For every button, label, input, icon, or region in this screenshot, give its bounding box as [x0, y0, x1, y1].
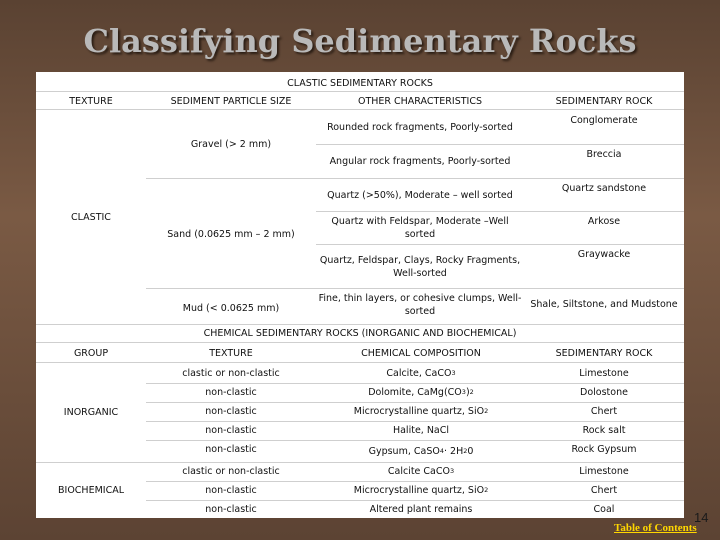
- texture-clastic: CLASTIC: [71, 211, 111, 223]
- char-row-5: Quartz, Feldspar, Clays, Rocky Fragments, Well-sorted: [319, 255, 521, 279]
- group-biochemical: BIOCHEMICAL: [58, 484, 124, 496]
- clastic-heading: CLASTIC SEDIMENTARY ROCKS: [287, 77, 433, 89]
- header-texture: TEXTURE: [69, 95, 113, 107]
- header-chem-rock: SEDIMENTARY ROCK: [555, 347, 653, 359]
- char-row-2: Angular rock fragments, Poorly-sorted: [329, 155, 511, 167]
- chem-comp-6: Calcite CaCO 3: [387, 465, 455, 477]
- chem-rock-8: Coal: [593, 503, 615, 515]
- chem-rock-6: Limestone: [579, 465, 629, 477]
- chem-texture-3: non-clastic: [205, 405, 257, 417]
- header-chem-texture: TEXTURE: [209, 347, 253, 359]
- rock-shale: Shale, Siltstone, and Mudstone: [530, 298, 678, 310]
- chem-texture-1: clastic or non-clastic: [182, 367, 280, 379]
- chem-texture-6: clastic or non-clastic: [182, 465, 280, 477]
- chem-comp-7: Microcrystalline quartz, SiO 2: [353, 484, 489, 496]
- chem-texture-4: non-clastic: [205, 424, 257, 436]
- chem-comp-2: Dolomite, CaMg(CO 3 ) 2: [368, 386, 474, 398]
- slide-title: Classifying Sedimentary Rocks: [83, 22, 637, 60]
- header-sedimentary-rock: SEDIMENTARY ROCK: [555, 95, 653, 107]
- rock-conglomerate: Conglomerate: [570, 114, 638, 126]
- chem-rock-4: Rock salt: [582, 424, 626, 436]
- chem-rock-7: Chert: [590, 484, 618, 496]
- chem-comp-1: Calcite, CaCO 3: [386, 367, 456, 379]
- rock-quartz-sandstone: Quartz sandstone: [561, 182, 647, 194]
- chem-texture-8: non-clastic: [205, 503, 257, 515]
- size-sand: Sand (0.0625 mm – 2 mm): [167, 228, 295, 240]
- char-row-1: Rounded rock fragments, Poorly-sorted: [327, 121, 513, 133]
- rock-arkose: Arkose: [587, 215, 621, 227]
- chem-rock-5: Rock Gypsum: [571, 443, 637, 455]
- header-group: GROUP: [73, 347, 109, 359]
- group-inorganic: INORGANIC: [63, 406, 119, 418]
- header-particle-size: SEDIMENT PARTICLE SIZE: [170, 95, 292, 107]
- rock-graywacke: Graywacke: [577, 248, 631, 260]
- chem-comp-4: Halite, NaCl: [392, 424, 450, 436]
- chem-texture-5: non-clastic: [205, 443, 257, 455]
- classification-sheet: [36, 72, 684, 518]
- chem-rock-3: Chert: [590, 405, 618, 417]
- page-number: 14: [694, 510, 709, 525]
- header-other-characteristics: OTHER CHARACTERISTICS: [357, 95, 482, 107]
- char-row-3: Quartz (>50%), Moderate – well sorted: [327, 189, 513, 201]
- chem-comp-8: Altered plant remains: [369, 503, 473, 515]
- size-gravel: Gravel (> 2 mm): [190, 138, 272, 150]
- chem-texture-2: non-clastic: [205, 386, 257, 398]
- table-of-contents-link[interactable]: Table of Contents: [614, 522, 697, 534]
- chemical-heading: CHEMICAL SEDIMENTARY ROCKS (INORGANIC AND BIOCHEMICAL): [203, 327, 517, 339]
- char-row-4: Quartz with Feldspar, Moderate –Well sorted: [331, 216, 509, 240]
- header-chemical-composition: CHEMICAL COMPOSITION: [361, 347, 481, 359]
- chem-texture-7: non-clastic: [205, 484, 257, 496]
- chem-comp-3: Microcrystalline quartz, SiO 2: [353, 405, 489, 417]
- rock-breccia: Breccia: [586, 148, 622, 160]
- chem-rock-2: Dolostone: [580, 386, 628, 398]
- chem-rock-1: Limestone: [579, 367, 629, 379]
- chem-comp-5: Gypsum, CaSO 4 · 2H 2 0: [368, 445, 474, 457]
- char-row-6: Fine, thin layers, or cohesive clumps, Well-sorted: [318, 293, 522, 317]
- size-mud: Mud (< 0.0625 mm): [182, 302, 280, 314]
